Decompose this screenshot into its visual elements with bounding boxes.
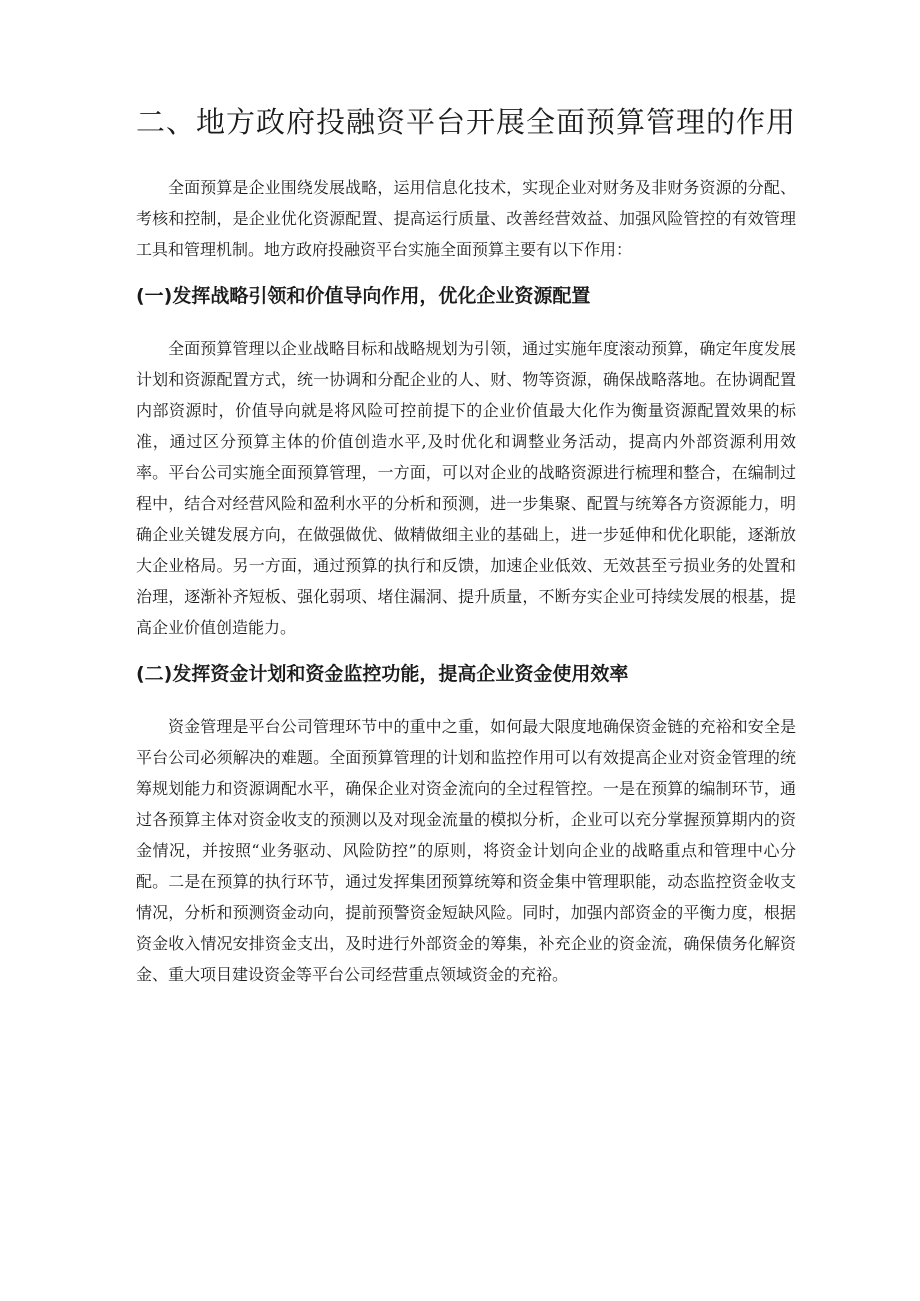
intro-paragraph: 全面预算是企业围绕发展战略，运用信息化技术，实现企业对财务及非财务资源的分配、考核和控制，是企业优化资源配置、提高运行质量、改善经营效益、加强风险管控的有效管理工具和管理机制。地方政府投融资平台实施全面预算主要有以下作用： [136,178,796,259]
document-title: 二、地方政府投融资平台开展全面预算管理的作用 [136,105,797,139]
document-page [136,100,796,1000]
section-paragraph-1: 全面预算管理以企业战略目标和战略规划为引领，通过实施年度滚动预算，确定年度发展计划和资源配置方式，统一协调和分配企业的人、财、物等资源，确保战略落地。在协调配置内部资源时，价值导向就是将风险可控前提下的企业价值最大化作为衡量资源配置效果的标准，通过区分预算主体的价值创造水平,及时优化和调整业务活动，提高内外部资源利用效率。平台公司实施全面预算管理，一方面，可以对企业的战略资源进行梳理和整合，在编制过程中，结合对经营风险和盈利水平的分析和预测，进一步集聚、配置与统筹各方资源能力，明确企业关键发展方向，在做强做优、做精做细主业的基础上，进一步延伸和优化职能，逐渐放大企业格局。另一方面，通过预算的执行和反馈，加速企业低效、无效甚至亏损业务的处置和治理，逐渐补齐短板、强化弱项、堵住漏洞、提升质量，不断夯实企业可持续发展的根基，提高企业价值创造能力。 [136,339,796,637]
section-heading-1: (一)发挥战略引领和价值导向作用，优化企业资源配置 [136,285,591,307]
section-paragraph-2: 资金管理是平台公司管理环节中的重中之重，如何最大限度地确保资金链的充裕和安全是平台公司必须解决的难题。全面预算管理的计划和监控作用可以有效提高企业对资金管理的统筹规划能力和资源调配水平，确保企业对资金流向的全过程管控。一是在预算的编制环节，通过各预算主体对资金收支的预测以及对现金流量的模拟分析，企业可以充分掌握预算期内的资金情况，并按照“业务驱动、风险防控”的原则，将资金计划向企业的战略重点和管理中心分配。二是在预算的执行环节，通过发挥集团预算统筹和资金集中管理职能，动态监控资金收支情况，分析和预测资金动向，提前预警资金短缺风险。同时，加强内部资金的平衡力度，根据资金收入情况安排资金支出，及时进行外部资金的筹集，补充企业的资金流，确保债务化解资金、重大项目建设资金等平台公司经营重点领域资金的充裕。 [136,717,796,984]
section-heading-2: (二)发挥资金计划和资金监控功能，提高企业资金使用效率 [136,663,629,685]
